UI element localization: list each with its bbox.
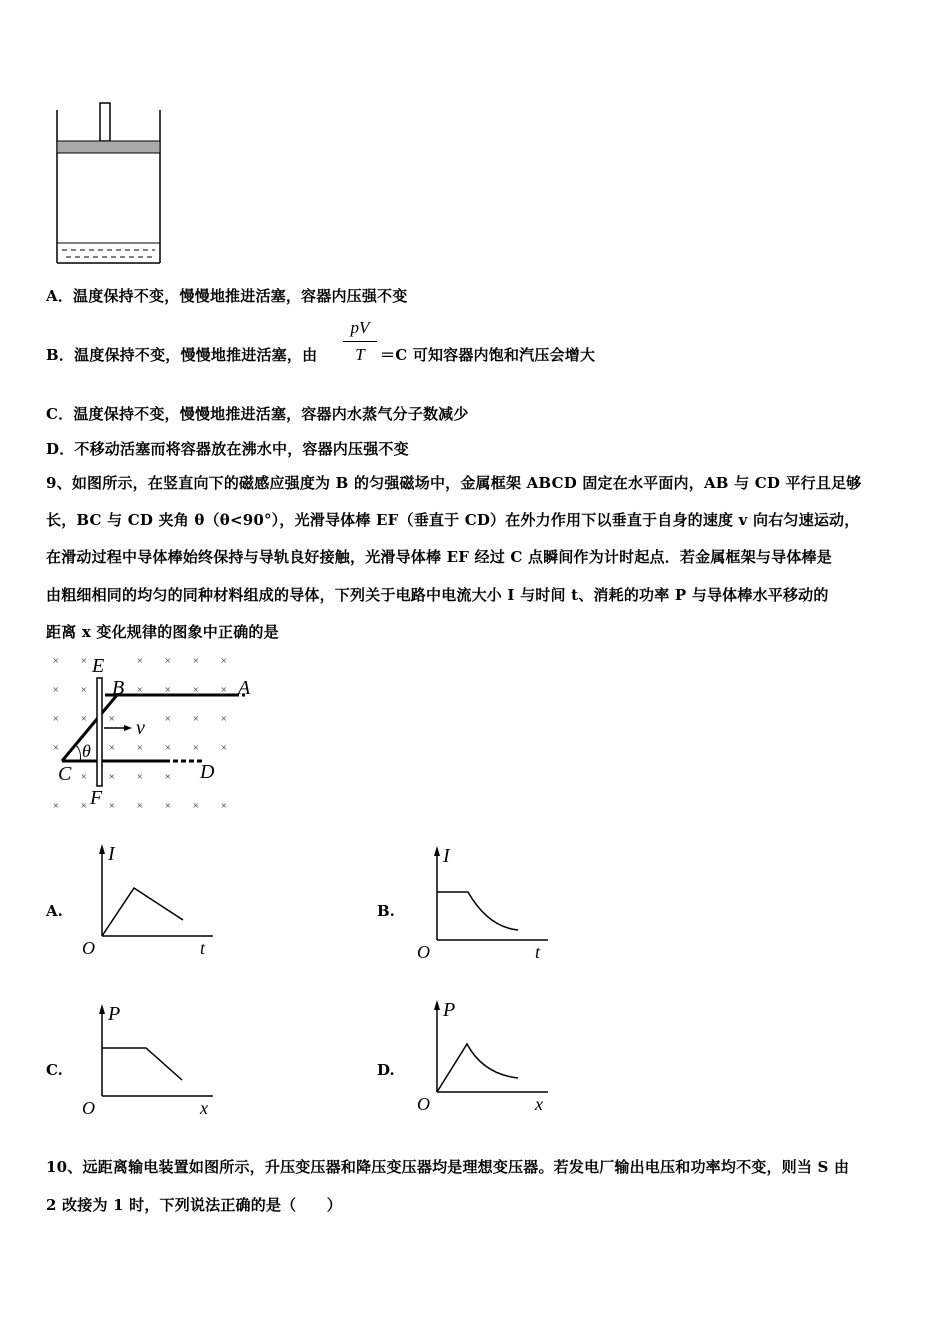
field-cross-mark: × bbox=[220, 684, 228, 696]
field-cross-mark: × bbox=[136, 655, 144, 667]
field-cross-mark: × bbox=[164, 684, 172, 696]
q9-line: 长，BC 与 CD 夹角 θ（θ<90°），光滑导体棒 EF（垂直于 CD）在外力作用下以垂直于自身的速度 v 向右匀速运动， bbox=[46, 511, 860, 529]
field-cross-mark: × bbox=[220, 655, 228, 667]
x-axis-label: t bbox=[535, 942, 541, 962]
graph-a-current-vs-time bbox=[78, 840, 228, 960]
graph-b-current-vs-time bbox=[413, 842, 563, 962]
field-cross-mark: × bbox=[136, 771, 144, 783]
field-cross-mark: × bbox=[192, 684, 200, 696]
q8-option-d: D．不移动活塞而将容器放在沸水中，容器内压强不变 bbox=[46, 440, 409, 458]
field-cross-mark: × bbox=[136, 742, 144, 754]
q10-line: 2 改接为 1 时，下列说法正确的是（ ） bbox=[46, 1196, 342, 1214]
field-cross-mark: × bbox=[136, 684, 144, 696]
origin-label: O bbox=[82, 938, 95, 958]
field-cross-mark: × bbox=[80, 713, 88, 725]
fraction-numerator: pV bbox=[350, 318, 370, 337]
q9-option-d-label: D. bbox=[377, 1061, 395, 1079]
y-axis-label: I bbox=[108, 843, 115, 865]
x-axis-label: x bbox=[535, 1094, 543, 1114]
field-cross-mark: × bbox=[108, 800, 116, 810]
field-cross-mark: × bbox=[80, 684, 88, 696]
field-cross-mark: × bbox=[80, 800, 88, 810]
field-cross-mark: × bbox=[136, 800, 144, 810]
q9-option-c-label: C. bbox=[46, 1061, 63, 1079]
field-cross-mark: × bbox=[52, 684, 60, 696]
q8-option-a: A．温度保持不变，慢慢地推进活塞，容器内压强不变 bbox=[46, 287, 408, 305]
origin-label: O bbox=[417, 1094, 430, 1114]
field-cross-mark: × bbox=[192, 655, 200, 667]
label-c: C bbox=[58, 763, 72, 785]
x-axis-label: t bbox=[200, 938, 206, 958]
field-cross-mark: × bbox=[164, 771, 172, 783]
label-b: B bbox=[112, 677, 125, 699]
q10-line: 10、远距离输电装置如图所示，升压变压器和降压变压器均是理想变压器。若发电厂输出电压和功率均不变，则当 S 由 bbox=[46, 1158, 850, 1176]
q9-line: 9、如图所示，在竖直向下的磁感应强度为 B 的匀强磁场中，金属框架 ABCD 固定在水平面内，AB 与 CD 平行且足够 bbox=[46, 474, 862, 492]
piston-container-figure bbox=[50, 98, 170, 268]
q8-option-b-text: B．温度保持不变，慢慢地推进活塞，由 bbox=[46, 346, 318, 364]
field-cross-mark: × bbox=[164, 742, 172, 754]
x-axis-label: x bbox=[200, 1098, 208, 1118]
pv-over-t-fraction bbox=[343, 318, 377, 365]
magnetic-field-frame-figure bbox=[40, 650, 255, 810]
y-axis-label: P bbox=[108, 1003, 121, 1025]
q8-option-b-tail: ＝C 可知容器内饱和汽压会增大 bbox=[380, 346, 596, 364]
field-cross-mark: × bbox=[108, 742, 116, 754]
field-cross-mark: × bbox=[80, 771, 88, 783]
field-cross-mark: × bbox=[192, 800, 200, 810]
origin-label: O bbox=[82, 1098, 95, 1118]
graph-d-power-vs-distance bbox=[413, 996, 563, 1116]
field-cross-mark: × bbox=[108, 771, 116, 783]
q9-option-b-label: B. bbox=[377, 902, 395, 920]
field-cross-mark: × bbox=[164, 655, 172, 667]
label-e: E bbox=[92, 655, 105, 677]
field-cross-mark: × bbox=[52, 742, 60, 754]
field-cross-mark: × bbox=[164, 800, 172, 810]
field-cross-mark: × bbox=[52, 655, 60, 667]
label-d: D bbox=[200, 761, 215, 783]
q9-option-a-label: A. bbox=[46, 902, 63, 920]
label-a: A bbox=[238, 677, 251, 699]
q9-line: 距离 x 变化规律的图象中正确的是 bbox=[46, 623, 279, 641]
q8-option-c: C．温度保持不变，慢慢地推进活塞，容器内水蒸气分子数减少 bbox=[46, 405, 469, 423]
fraction-denominator: T bbox=[355, 345, 365, 364]
field-cross-mark: × bbox=[192, 713, 200, 725]
label-v: v bbox=[136, 717, 145, 739]
field-cross-mark: × bbox=[52, 800, 60, 810]
graph-c-power-vs-distance bbox=[78, 1000, 228, 1120]
field-cross-mark: × bbox=[220, 742, 228, 754]
y-axis-label: I bbox=[443, 845, 450, 867]
label-f: F bbox=[90, 787, 103, 809]
field-cross-mark: × bbox=[192, 742, 200, 754]
field-cross-mark: × bbox=[108, 713, 116, 725]
field-cross-mark: × bbox=[164, 713, 172, 725]
origin-label: O bbox=[417, 942, 430, 962]
y-axis-label: P bbox=[443, 999, 456, 1021]
label-theta: θ bbox=[82, 741, 91, 761]
field-cross-mark: × bbox=[220, 800, 228, 810]
field-cross-mark: × bbox=[220, 713, 228, 725]
q9-line: 在滑动过程中导体棒始终保持与导轨良好接触，光滑导体棒 EF 经过 C 点瞬间作为计时起点．若金属框架与导体棒是 bbox=[46, 548, 832, 566]
field-cross-mark: × bbox=[52, 713, 60, 725]
field-cross-mark: × bbox=[80, 655, 88, 667]
q9-line: 由粗细相同的均匀的同种材料组成的导体，下列关于电路中电流大小 I 与时间 t、消耗的功率 P 与导体棒水平移动的 bbox=[46, 586, 829, 604]
